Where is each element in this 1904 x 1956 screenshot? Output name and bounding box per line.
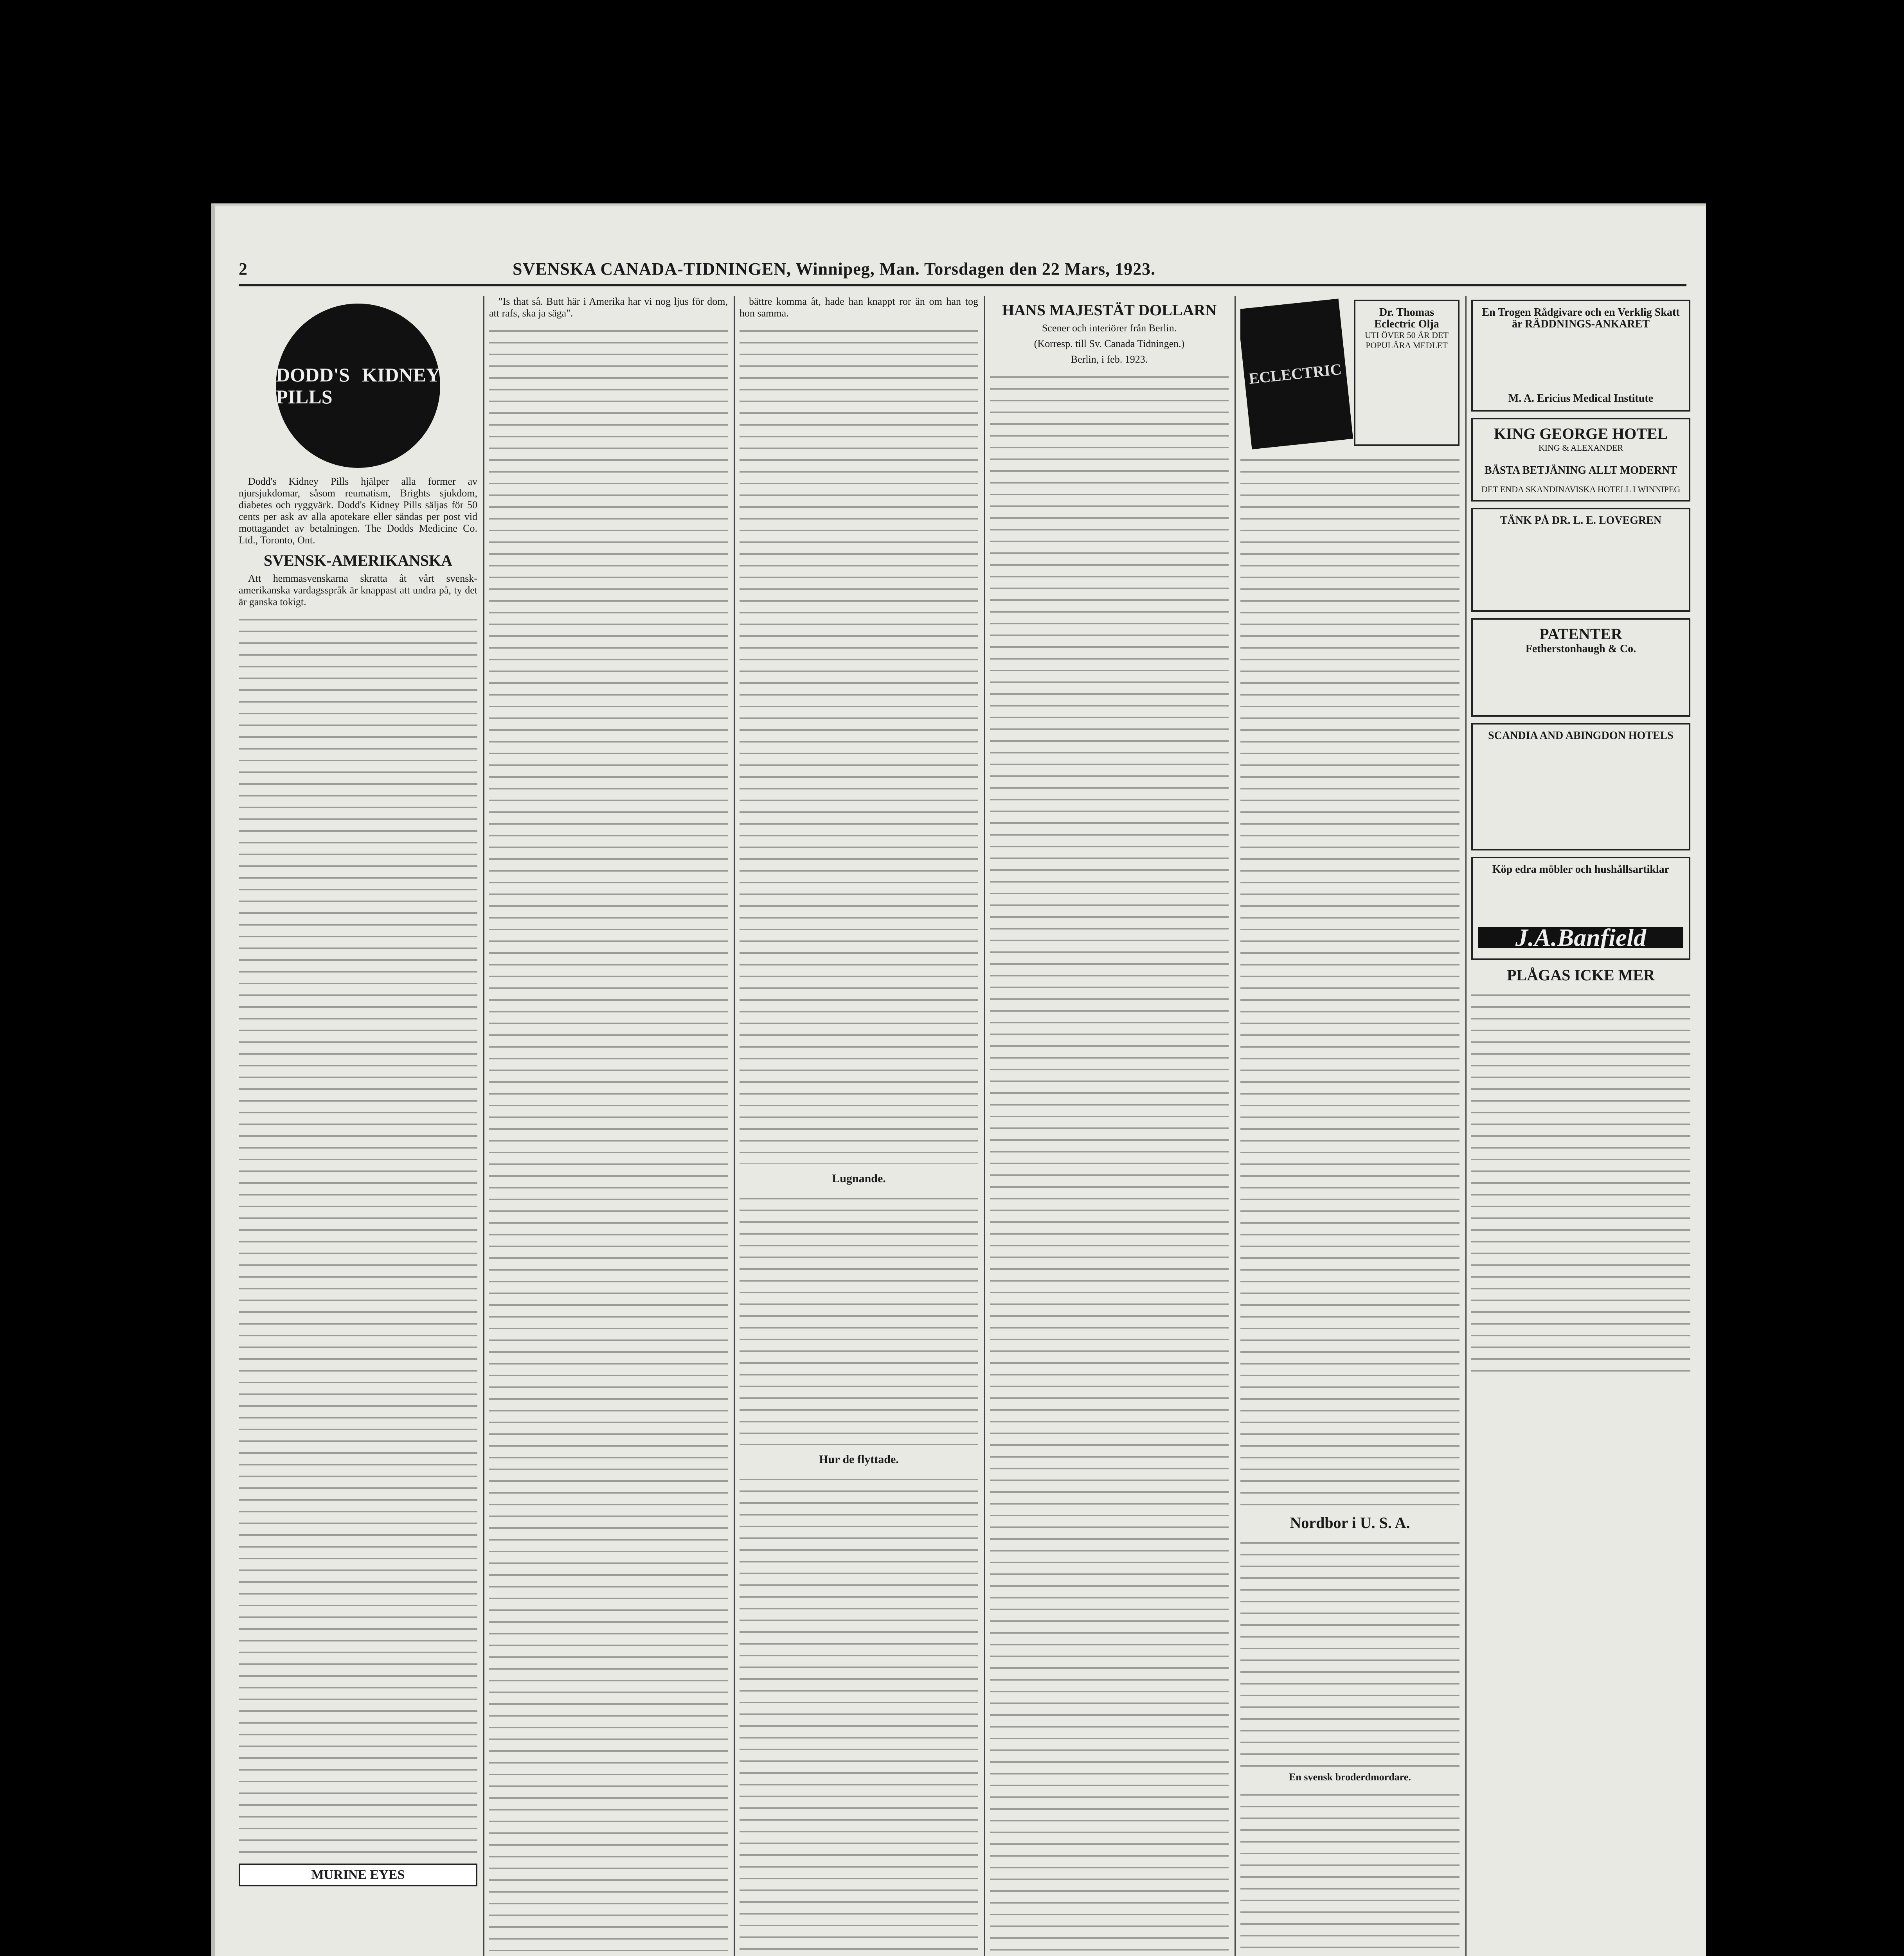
article-body-lines	[740, 1191, 978, 1445]
ad-title: Köp edra möbler och hushållsartiklar	[1492, 863, 1670, 876]
article-body-lines	[1240, 1535, 1459, 1770]
raddningsankaret-ad	[1471, 300, 1690, 412]
mobler-ad	[1471, 857, 1690, 960]
article-byline: (Korresp. till Sv. Canada Tidningen.)	[1034, 338, 1185, 349]
article-body-lines	[990, 369, 1229, 1956]
ad-institute: M. A. Ericius Medical Institute	[1508, 392, 1654, 405]
article-body-lines	[1240, 1787, 1459, 1956]
article-heading: Nordbor i U. S. A.	[1290, 1514, 1410, 1532]
page-number: 2	[239, 259, 248, 279]
article-heading: SVENSK-AMERIKANSKA	[263, 552, 453, 569]
subheading-lugnande: Lugnande.	[832, 1172, 886, 1185]
eclectric-ad-title: Dr. Thomas Eclectric Olja	[1374, 306, 1439, 330]
article-paragraph: Att hemmasvenskarna skratta åt vårt svensk-amerikanska vardagsspråk är knappast att undra på, ty det är ganska tokigt.	[239, 573, 477, 608]
ad-sub: KING & ALEXANDER	[1538, 443, 1623, 453]
article-body-lines	[1471, 987, 1690, 1379]
column-4	[990, 296, 1229, 1956]
article-subheading: En svensk broderdmordare.	[1289, 1771, 1411, 1783]
ad-title: TÄNK PÅ DR. L. E. LOVEGREN	[1500, 514, 1662, 527]
murine-ad: MURINE EYES	[239, 1864, 477, 1886]
ad-foot: DET ENDA SKANDINAVISKA HOTELL I WINNIPEG	[1481, 484, 1681, 494]
article-body-lines	[740, 1472, 978, 1956]
column-rule	[1235, 296, 1236, 1956]
subheading-flyttade: Hur de flyttade.	[819, 1453, 899, 1466]
patenter-ad	[1471, 618, 1690, 717]
masthead-bar	[239, 257, 1686, 286]
ad-title: KING GEORGE HOTEL	[1494, 425, 1668, 442]
article-paragraph: "Is that så. Butt här i Amerika har vi nog ljus för dom, att rafs, ska ja säga".	[489, 296, 728, 319]
article-heading: PLÅGAS ICKE MER	[1507, 966, 1655, 984]
newspaper-page	[211, 203, 1706, 1956]
king-george-hotel-ad	[1471, 418, 1690, 502]
dodds-logo: DODD'S KIDNEY PILLS	[276, 304, 440, 468]
ad-title: PATENTER	[1539, 625, 1622, 643]
article-paragraph: bättre komma åt, hade han knappt ror än om han tog hon samma.	[740, 296, 978, 319]
column-6	[1471, 296, 1690, 1956]
column-1	[239, 296, 477, 1956]
article-body-lines	[489, 323, 728, 1956]
eclectric-oil-logo: ECLECTRIC	[1240, 298, 1353, 449]
ad-title: SCANDIA AND ABINGDON HOTELS	[1488, 730, 1674, 742]
banfield-logo: J.A.Banfield	[1478, 927, 1683, 948]
article-body-lines	[239, 612, 477, 1864]
article-dateline: Berlin, i feb. 1923.	[1071, 354, 1148, 365]
column-5	[1240, 296, 1459, 1956]
ad-sub: Fetherstonhaugh & Co.	[1525, 643, 1636, 655]
eclectric-ad-sub: UTI ÖVER 50 ÅR DET POPULÄRA MEDLET	[1365, 330, 1449, 350]
article-heading: HANS MAJESTÄT DOLLARN	[1002, 301, 1217, 319]
column-rule	[734, 296, 735, 1956]
ad-title: En Trogen Rådgivare och en Verklig Skatt är RÄDDNINGS-ANKARET	[1482, 306, 1680, 330]
masthead: SVENSKA CANADA-TIDNINGEN, Winnipeg, Man. Torsdagen den 22 Mars, 1923.	[513, 259, 1156, 279]
ad-body: BÄSTA BETJÄNING ALLT MODERNT	[1485, 464, 1677, 476]
column-3	[740, 296, 978, 1956]
column-rule	[1465, 296, 1467, 1956]
column-2	[489, 296, 728, 1956]
article-body-lines	[1240, 452, 1459, 1508]
column-rule	[483, 296, 484, 1956]
scandia-hotels-ad	[1471, 723, 1690, 850]
article-subheading: Scener och interiörer från Berlin.	[1042, 322, 1177, 334]
article-body-lines	[740, 323, 978, 1164]
column-rule	[984, 296, 985, 1956]
lovegren-ad	[1471, 508, 1690, 612]
dodds-ad-text: Dodd's Kidney Pills hjälper alla former av njursjukdomar, såsom reumatism, Brights sjukdom, diabetes och ryggvärk. Dodd's Kidney Pills säljas för 50 cents per ask av alla apotekare eller sändas per post vid mottagandet av betalningen. The Dodds Medicine Co. Ltd., Toronto, Ont.	[239, 476, 477, 546]
